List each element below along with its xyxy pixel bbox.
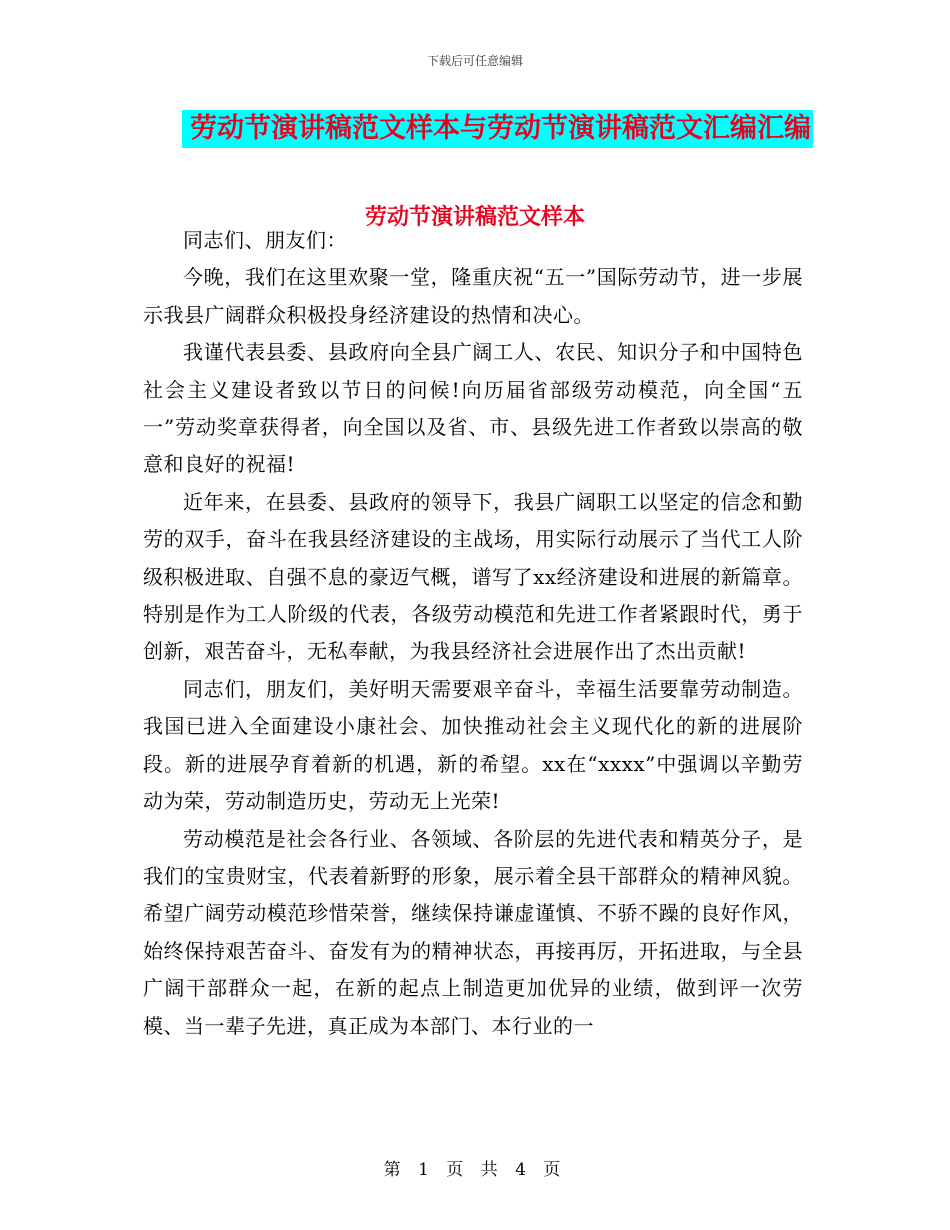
- page-number: 第 1 页 共 4 页: [383, 1160, 567, 1180]
- header-note: 下载后可任意编辑: [426, 54, 523, 68]
- paragraph-1: 今晚，我们在这里欢聚一堂，隆重庆祝“五一”国际劳动节，进一步展示我县广阔群众积极投身经济建设的热情和决心。: [143, 265, 803, 327]
- paragraph-2: 我谨代表县委、县政府向全县广阔工人、农民、知识分子和中国特色社会主义建设者致以节日的问候!向历届省部级劳动模范，向全国“五一”劳动奖章获得者，向全国以及省、市、县级先进工作者致以崇高的敬意和良好的祝福!: [143, 340, 803, 477]
- paragraph-5: 劳动模范是社会各行业、各领域、各阶层的先进代表和精英分子，是我们的宝贵财宝，代表着新野的形象，展示着全县干部群众的精神风貌。希望广阔劳动模范珍惜荣誉，继续保持谦虚谨慎、不骄不躁的良好作风，始终保持艰苦奋斗、奋发有为的精神状态，再接再厉，开拓进取，与全县广阔干部群众一起，在新的起点上制造更加优异的业绩，做到评一次劳模、当一辈子先进，真正成为本部门、本行业的一: [143, 826, 803, 1038]
- document-title-container: [0, 110, 950, 148]
- document-title: 劳动节演讲稿范文样本与劳动节演讲稿范文汇编汇编: [182, 110, 813, 148]
- paragraph-4: 同志们，朋友们，美好明天需要艰辛奋斗，幸福生活要靠劳动制造。我国已进入全面建设小康社会、加快推动社会主义现代化的新的进展阶段。新的进展孕育着新的机遇，新的希望。xx在“xxxx”中强调以辛勤劳动为荣，劳动制造历史，劳动无上光荣!: [143, 676, 803, 814]
- section-title: 劳动节演讲稿范文样本: [364, 205, 585, 230]
- salutation: 同志们、朋友们：: [183, 228, 347, 252]
- paragraph-3: 近年来，在县委、县政府的领导下，我县广阔职工以坚定的信念和勤劳的双手，奋斗在我县经济建设的主战场，用实际行动展示了当代工人阶级积极进取、自强不息的豪迈气概，谱写了xx经济建设和进展的新篇章。特别是作为工人阶级的代表，各级劳动模范和先进工作者紧跟时代，勇于创新，艰苦奋斗，无私奉献，为我县经济社会进展作出了杰出贡献!: [143, 489, 803, 664]
- document-body: [143, 222, 803, 1045]
